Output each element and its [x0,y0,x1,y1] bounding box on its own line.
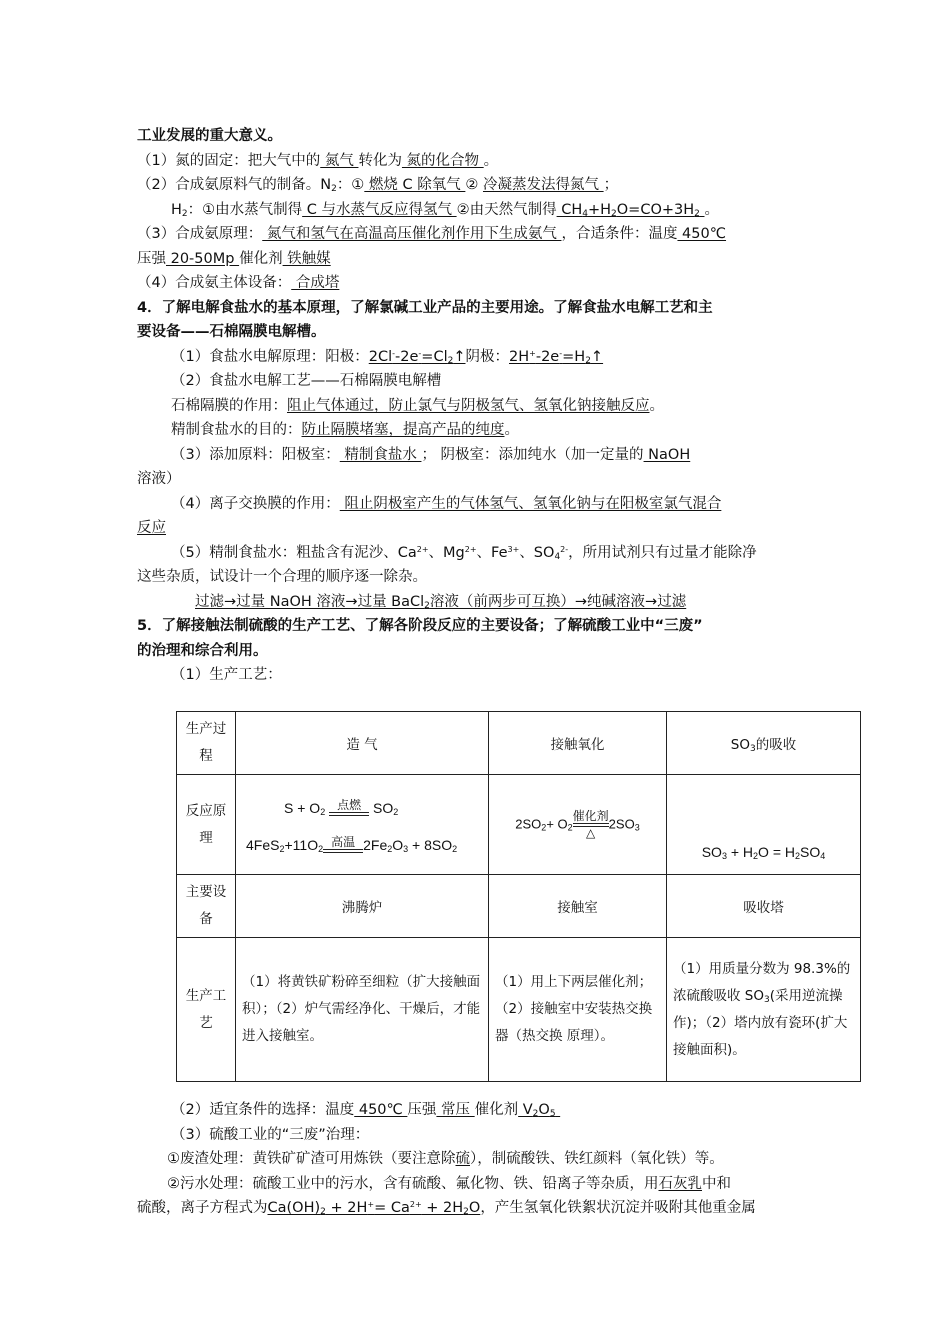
table-row [177,875,861,938]
sec4-point-1: （1）食盐水电解原理：阳极：$2Cl^--2e^-=Cl_2↑$阴极：$2H^+-2e^-=H_2↑$ [171,348,604,366]
intro-line-6: （4）合成氨主体设备： 合成塔 [137,275,340,291]
sec5-sub-2: （2）适宜条件的选择：温度 450℃ 压强 常压 催化剂 $V_2O_5$ [171,1102,556,1119]
section-5-heading-1: 5．了解接触法制硫酸的生产工艺、了解各阶段反应的主要设备；了解硫酸工业中“三废” [137,618,703,634]
table-cell: 造 气 [236,712,489,775]
table-cell [667,775,861,875]
intro-line-5: 压强 20-50Mp 催化剂 铁触媒 [137,250,331,267]
sec4-point-7: （5）精制食盐水：粗盐含有泥沙、$Ca^{2+}$、$Mg^{2+}$、$Fe^{3+}$、$SO_4^{2-}$，所用试剂只有过量才能除净 [171,544,757,562]
document-body-continued [137,1098,827,1221]
table-cell: 接触氧化 [489,712,667,775]
table-cell [236,775,489,875]
table-row [177,938,861,1082]
table-cell: $SO_3$的吸收 [667,712,861,775]
table-cell: 吸收塔 [667,875,861,938]
sec5-waste-water-cont: 硫酸，离子方程式为$Ca(OH)_2 + 2H^+= Ca^{2+} + 2H_2O$，产生氢氧化铁絮状沉淀并吸附其他重金属 [137,1200,756,1217]
table-cell: （1）用上下两层催化剂；（2）接触室中安装热交换器（热交换 原理）。 [489,938,667,1082]
table-row [177,712,861,775]
row-header: 生产工艺 [177,938,236,1082]
sec4-point-3: 石棉隔膜的作用：阻止气体通过，防止氯气与阴极氢气、氢氧化钠接触反应。 [171,397,664,414]
document-body [137,124,817,688]
sec5-sub-1: （1）生产工艺： [171,667,282,683]
sec5-sub-3: （3）硫酸工业的“三废”治理： [171,1126,370,1143]
intro-line-2: （2）合成氨原料气的制备。$N_2$：① 燃烧 C 除氧气 ② 冷凝蒸发法得氮气 ； [137,177,619,194]
table-row [177,775,861,875]
sec4-point-5: （3）添加原料：阳极室： 精制食盐水 ； 阴极室：添加纯水（加一定量的 NaOH [171,446,691,463]
table-cell [489,775,667,875]
sulfuric-acid-process-table [176,711,861,1082]
sec5-waste-water: ②污水处理：硫酸工业中的污水，含有硫酸、氟化物、铁、铅离子等杂质，用石灰乳中和 [167,1175,731,1192]
row-header: 主要设备 [177,875,236,938]
sec4-point-5-cont: 溶液） [137,471,181,487]
sec4-point-6: （4）离子交换膜的作用： 阻止阴极室产生的气体氢气、氢氧化钠与在阳极室氯气混合 [171,495,722,512]
table-cell: 沸腾炉 [236,875,489,938]
equation-catalytic-oxidation: $2SO_2+ O_2$ $\frac{\text{催化剂}}{\triangle}$ $2SO_3$ [515,808,640,840]
table-cell: （1）将黄铁矿粉碎至细粒（扩大接触面积）；（2）炉气需经净化、干燥后，才能进入接触室。 [236,938,489,1082]
intro-line-4: （3）合成氨原理： 氮气和氢气在高温高压催化剂作用下生成氨气 ，合适条件：温度 450℃ [137,226,727,242]
sec4-answer: 过滤→过量 NaOH 溶液→过量 BaCl$_2$溶液（前两步可互换）→纯碱溶液→过滤 [195,593,687,611]
table-cell: （1）用质量分数为 98.3%的浓硫酸吸收 $SO_3$(采用逆流操作)；（2）塔内放有瓷环(扩大接触面积)。 [667,938,861,1082]
row-header: 生产过程 [177,712,236,775]
sec4-point-7-cont: 这些杂质，试设计一个合理的顺序逐一除杂。 [137,569,427,585]
section-5-heading-2: 的治理和综合利用。 [137,642,268,659]
intro-line-3: $H_2$：①由水蒸气制得 C 与水蒸气反应得氢气 ②由天然气制得 $CH_4+H_2O=CO+3H_2$ 。 [171,201,719,219]
sec4-point-2: （2）食盐水电解工艺——石棉隔膜电解槽 [171,373,442,389]
section-4-heading-2: 要设备——石棉隔膜电解槽。 [137,324,326,340]
intro-line-1: （1）氮的固定：把大气中的 氮气 转化为 氮的化合物 。 [137,152,499,169]
equation-sulfur-combustion: $S + O_2$ 点燃 $SO_2$ [284,798,399,817]
equation-pyrite-roasting: $4FeS_2+11O_2$ 高温 $2Fe_2O_3 + 8SO_2$ [246,835,458,854]
sec4-point-4: 精制食盐水的目的：防止隔膜堵塞，提高产品的纯度。 [171,422,519,438]
intro-heading: 工业发展的重大意义。 [137,128,282,144]
equation-so3-absorption: $SO_3 + H_2O = H_2SO_4$ [701,844,826,861]
table-cell: 接触室 [489,875,667,938]
sec5-waste-residue: ①废渣处理：黄铁矿矿渣可用炼铁（要注意除硫），制硫酸铁、铁红颜料（氧化铁）等。 [167,1151,724,1167]
row-header: 反应原理 [177,775,236,875]
section-4-heading-1: 4．了解电解食盐水的基本原理，了解氯碱工业产品的主要用途。了解食盐水电解工艺和主 [137,299,713,316]
sec4-point-6-cont: 反应 [137,520,166,536]
